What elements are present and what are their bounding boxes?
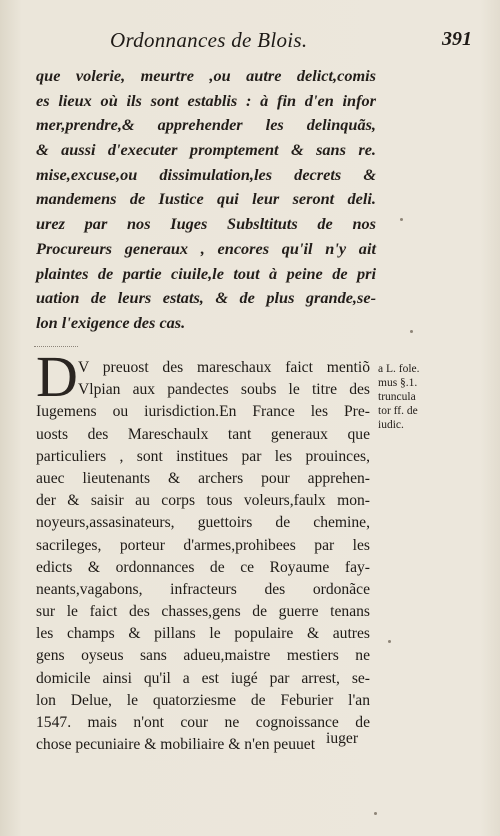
ink-speck bbox=[388, 640, 391, 643]
text-line: chose pecuniaire & mobiliaire & n'en peuuet bbox=[36, 736, 316, 754]
text-line: Iugemens ou iurisdiction.En France les Pre- bbox=[36, 403, 370, 421]
text-line: & aussi d'executer promptement & sans re. bbox=[36, 140, 376, 160]
main-paragraph bbox=[36, 344, 370, 756]
page-header bbox=[0, 26, 500, 54]
text-line: uation de leurs estats, & de plus grande,se- bbox=[36, 288, 376, 308]
text-line: particuliers , sont institues par les prouinces, bbox=[36, 447, 370, 465]
text-line: edicts & ordonnances de ce Royaume fay- bbox=[36, 558, 370, 576]
text-line: Procureurs generaux , encores qu'il n'y ait bbox=[36, 238, 376, 258]
text-line: V preuost des mareschaux faict mentiõ bbox=[78, 359, 370, 376]
text-line: der & saisir au corps tous voleurs,faulx mon- bbox=[36, 492, 370, 510]
italic-paragraph bbox=[36, 64, 376, 336]
margin-note-line: iudic. bbox=[378, 419, 404, 431]
text-line: mise,excuse,ou dissimulation,les decrets & bbox=[36, 164, 376, 184]
text-line: urez par nos Iuges Subsltituts de nos bbox=[36, 214, 376, 234]
drop-cap: D bbox=[36, 344, 78, 409]
ink-speck bbox=[410, 330, 413, 333]
text-line: lon Delue, le quatorziesme de Feburier l'an bbox=[36, 691, 370, 709]
catchword: iuger bbox=[326, 730, 359, 747]
text-line: domicile ainsi qu'il a est iugé par arrest, se- bbox=[36, 669, 370, 687]
page-number: 391 bbox=[442, 28, 472, 50]
text-line: Vlpian aux pandectes soubs le titre des bbox=[78, 381, 370, 399]
text-line: auec lieutenants & archers pour apprehen- bbox=[36, 469, 370, 487]
text-line: mandemens de Iustice qui leur seront deli. bbox=[36, 189, 376, 209]
text-line: gens oyseus sans adueu,maistre mestiers ne bbox=[36, 647, 370, 665]
margin-note-line: tor ff. de bbox=[378, 405, 418, 417]
ink-speck bbox=[374, 812, 377, 815]
text-line: neants,vagabons, infracteurs des ordonãce bbox=[36, 580, 370, 598]
margin-note-line: mus §.1. bbox=[378, 377, 418, 389]
text-line: noyeurs,assasinateurs, guettoirs de chemine, bbox=[36, 514, 370, 532]
text-line: uosts des Mareschaulx tant generaux que bbox=[36, 425, 370, 443]
text-line: les champs & pillans le populaire & autres bbox=[36, 625, 370, 643]
text-line: lon l'exigence des cas. bbox=[36, 312, 186, 332]
text-line: mer,prendre,& apprehender les delinquãs, bbox=[36, 115, 376, 135]
text-line: plaintes de partie ciuile,le tout à peine de pri bbox=[36, 263, 376, 283]
running-head: Ordonnances de Blois. bbox=[110, 28, 308, 52]
margin-note-line: a L. fole. bbox=[378, 363, 420, 375]
text-line: sacrileges, porteur d'armes,prohibees par les bbox=[36, 536, 370, 554]
text-line: es lieux où ils sont establis : à fin d'en infor bbox=[36, 90, 376, 110]
ink-speck bbox=[400, 218, 403, 221]
margin-note-line: truncula bbox=[378, 391, 416, 403]
text-line: sur le faict des chasses,gens de guerre tenans bbox=[36, 603, 370, 621]
text-line: 1547. mais n'ont cour ne cognoissance de bbox=[36, 714, 370, 731]
text-line: que volerie, meurtre ,ou autre delict,comis bbox=[36, 66, 376, 85]
margin-note bbox=[378, 362, 468, 432]
